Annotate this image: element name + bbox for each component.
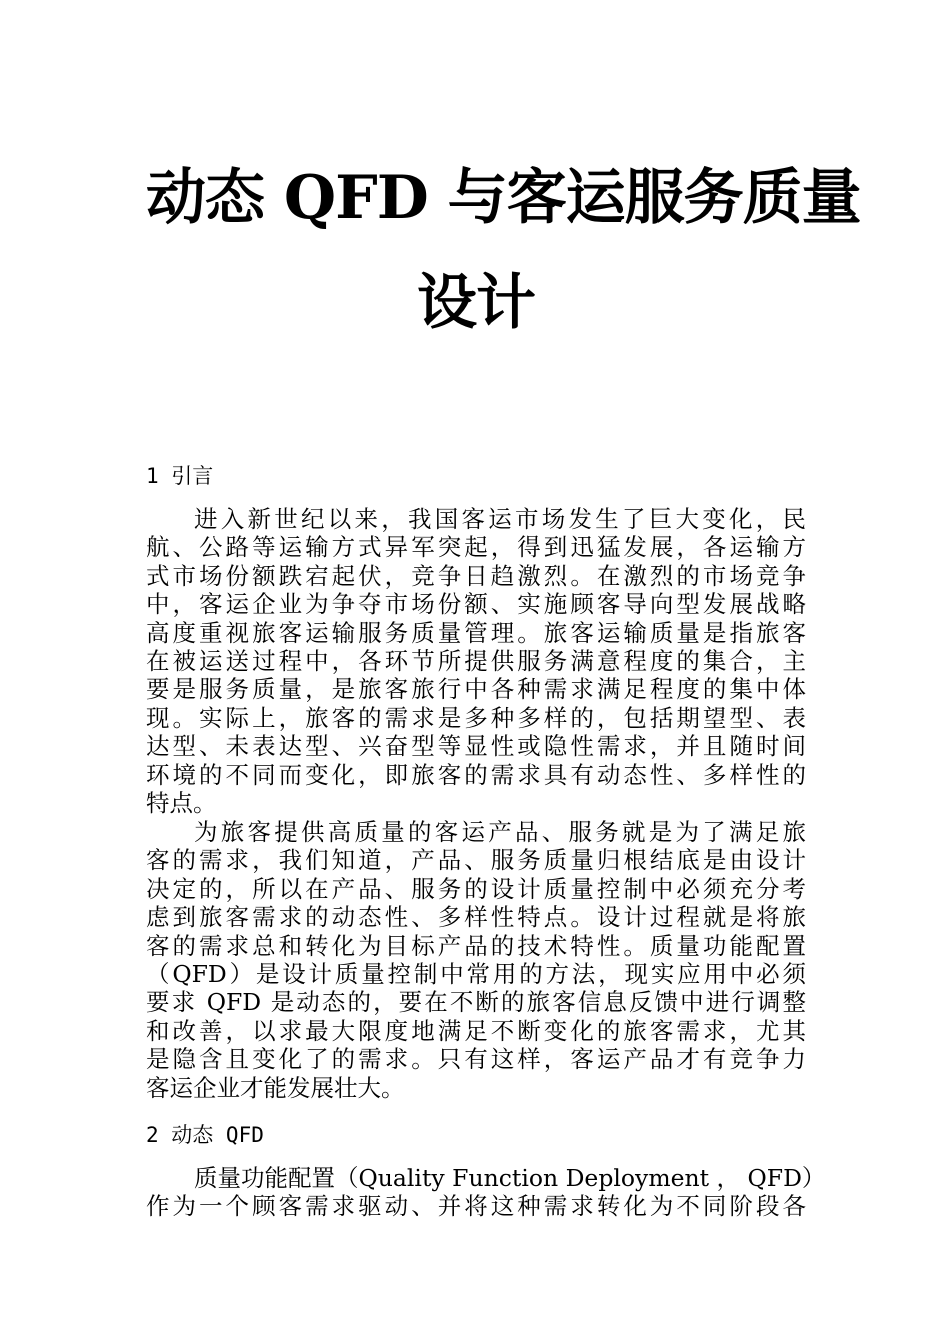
paragraph-line: 航、公路等运输方式异军突起，得到迅猛发展，各运输方 <box>146 533 806 562</box>
paragraph-line: 进入新世纪以来，我国客运市场发生了巨大变化，民 <box>194 505 806 533</box>
section-heading-introduction: 1 引言 <box>146 464 214 488</box>
paragraph-line: 达型、未表达型、兴奋型等显性或隐性需求，并且随时间 <box>146 732 806 761</box>
paragraph-line: 环境的不同而变化，即旅客的需求具有动态性、多样性的 <box>146 760 806 789</box>
paragraph-line: 是隐含且变化了的需求。只有这样，客运产品才有竞争力 <box>146 1045 806 1074</box>
paragraph-line: 质量功能配置（Quality Function Deployment ， QFD） <box>194 1164 826 1192</box>
document-title-line1: 动态 QFD 与客运服务质量 <box>146 163 861 233</box>
paragraph-line: 决定的，所以在产品、服务的设计质量控制中必须充分考 <box>146 874 806 903</box>
document-title-line2: 设计 <box>417 268 535 338</box>
paragraph-line: 中，客运企业为争夺市场份额、实施顾客导向型发展战略 <box>146 590 806 619</box>
paragraph-line: 客运企业才能发展壮大。 <box>146 1073 405 1102</box>
paragraph-line: 作为一个顾客需求驱动、并将这种需求转化为不同阶段各 <box>146 1192 806 1221</box>
paragraph-line: （QFD）是设计质量控制中常用的方法，现实应用中必须 <box>146 959 806 988</box>
paragraph-line: 要是服务质量，是旅客旅行中各种需求满足程度的集中体 <box>146 675 806 704</box>
paragraph-line: 和改善，以求最大限度地满足不断变化的旅客需求，尤其 <box>146 1016 806 1045</box>
paragraph-dynamic-qfd-1 <box>146 1164 826 1221</box>
paragraph-line: 为旅客提供高质量的客运产品、服务就是为了满足旅 <box>194 818 806 846</box>
paragraph-introduction-2 <box>146 818 806 1102</box>
paragraph-line: 高度重视旅客运输服务质量管理。旅客运输质量是指旅客 <box>146 618 806 647</box>
paragraph-line: 客的需求，我们知道，产品、服务质量归根结底是由设计 <box>146 846 806 875</box>
paragraph-line: 在被运送过程中，各环节所提供服务满意程度的集合，主 <box>146 646 806 675</box>
section-heading-dynamic-qfd: 2 动态 QFD <box>146 1123 264 1147</box>
paragraph-line: 要求 QFD 是动态的，要在不断的旅客信息反馈中进行调整 <box>146 988 806 1017</box>
paragraph-line: 特点。 <box>146 788 217 817</box>
paragraph-introduction-1 <box>146 505 806 817</box>
paragraph-line: 现。实际上，旅客的需求是多种多样的，包括期望型、表 <box>146 703 806 732</box>
paragraph-line: 式市场份额跌宕起伏，竞争日趋激烈。在激烈的市场竞争 <box>146 561 806 590</box>
paragraph-line: 虑到旅客需求的动态性、多样性特点。设计过程就是将旅 <box>146 903 806 932</box>
paragraph-line: 客的需求总和转化为目标产品的技术特性。质量功能配置 <box>146 931 806 960</box>
